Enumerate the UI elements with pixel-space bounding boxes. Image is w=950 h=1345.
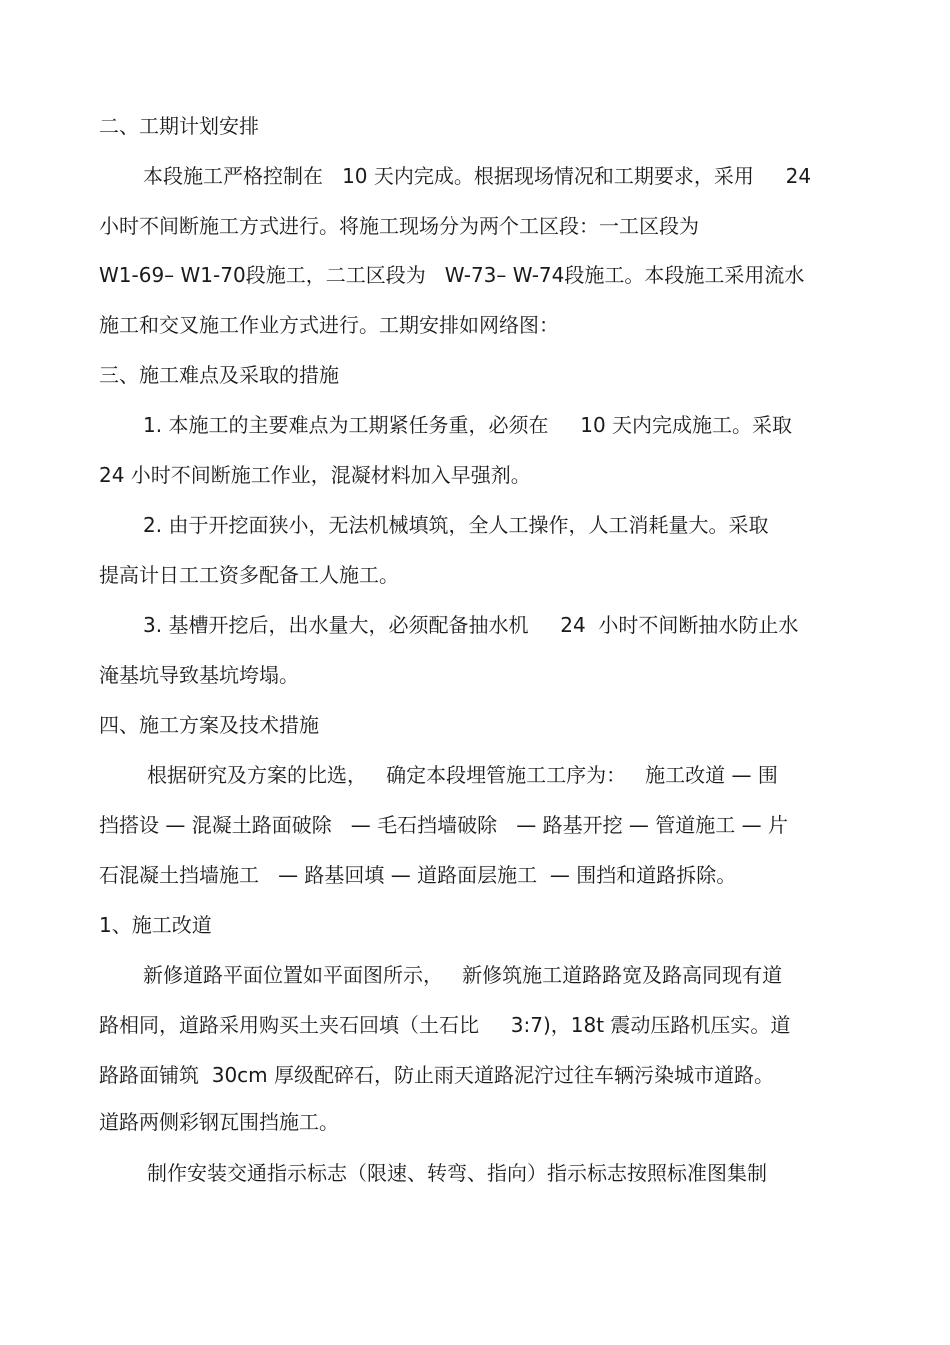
heading-difficulties: 三、施工难点及采取的措施 (99, 363, 339, 387)
paragraph-line: 道路两侧彩钢瓦围挡施工。 (99, 1110, 339, 1134)
list-item-1: 1. 本施工的主要难点为工期紧任务重，必须在 10 天内完成施工。采取 (143, 413, 793, 437)
paragraph-line: 挡搭设 — 混凝土路面破除 — 毛石挡墙破除 — 路基开挖 — 管道施工 — 片 (99, 813, 789, 837)
paragraph-line: 本段施工严格控制在 10 天内完成。根据现场情况和工期要求，采用 24 (143, 164, 812, 188)
paragraph-line: 根据研究及方案的比选， 确定本段埋管施工工序为： 施工改道 — 围 (147, 763, 778, 787)
list-item-2: 2. 由于开挖面狭小，无法机械填筑，全人工操作，人工消耗量大。采取 (143, 513, 769, 537)
paragraph-line: 施工和交叉施工作业方式进行。工期安排如网络图： (99, 313, 559, 337)
paragraph-line: 提高计日工工资多配备工人施工。 (99, 563, 399, 587)
paragraph-line: 路路面铺筑 30cm 厚级配碎石，防止雨天道路泥泞过往车辆污染城市道路。 (99, 1063, 774, 1087)
paragraph-line: W1-69– W1-70段施工，二工区段为 W-73– W-74段施工。本段施工采用流水 (99, 263, 805, 287)
heading-plan: 四、施工方案及技术措施 (99, 713, 319, 737)
paragraph-line: 路相同，道路采用购买土夹石回填（土石比 3:7)，18t 震动压路机压实。道 (99, 1013, 791, 1037)
paragraph-line: 小时不间断施工方式进行。将施工现场分为两个工区段：一工区段为 (99, 214, 699, 238)
paragraph-line: 石混凝土挡墙施工 — 路基回填 — 道路面层施工 — 围挡和道路拆除。 (99, 863, 737, 887)
paragraph-line: 新修道路平面位置如平面图所示， 新修筑施工道路路宽及路高同现有道 (143, 963, 783, 987)
paragraph-line: 制作安装交通指示标志（限速、转弯、指向）指示标志按照标准图集制 (147, 1161, 767, 1185)
paragraph-line: 24 小时不间断施工作业，混凝材料加入早强剂。 (99, 463, 531, 487)
paragraph-line: 淹基坑导致基坑垮塌。 (99, 663, 299, 687)
list-item-3: 3. 基槽开挖后，出水量大，必须配备抽水机 24 小时不间断抽水防止水 (143, 613, 799, 637)
heading-detour: 1、施工改道 (99, 913, 212, 937)
heading-schedule: 二、工期计划安排 (99, 114, 259, 138)
